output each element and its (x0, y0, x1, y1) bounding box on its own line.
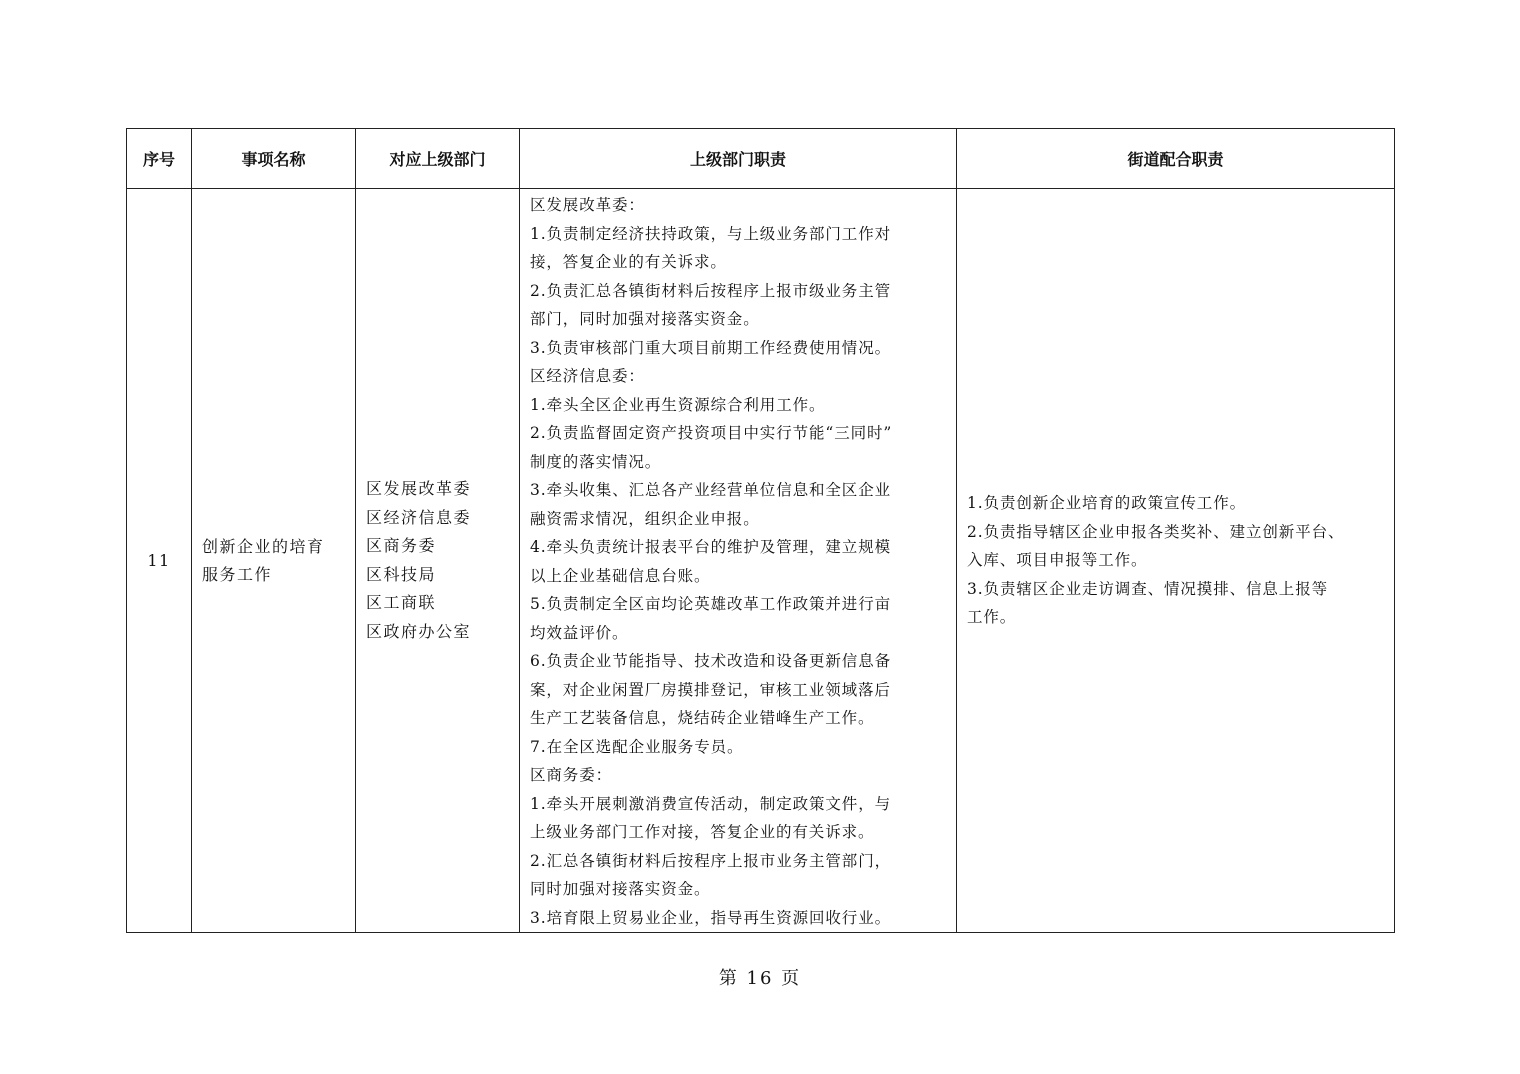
responsibility-line: 3.牵头收集、汇总各产业经营单位信息和全区企业 (530, 481, 891, 499)
responsibility-line: 3.负责审核部门重大项目前期工作经费使用情况。 (530, 338, 891, 357)
street-line: 2.负责指导辖区企业申报各类奖补、建立创新平台、 (967, 522, 1345, 541)
responsibility-line: 案，对企业闲置厂房摸排登记，审核工业领域落后 (530, 680, 891, 699)
responsibility-line: 以上企业基础信息台账。 (530, 566, 711, 585)
responsibility-line: 上级业务部门工作对接，答复企业的有关诉求。 (530, 823, 875, 841)
header-department: 对应上级部门 (356, 129, 520, 189)
responsibility-line: 6.负责企业节能指导、技术改造和设备更新信息备 (530, 652, 891, 670)
street-responsibility-cell (957, 189, 1395, 933)
header-item-name: 事项名称 (192, 129, 356, 189)
responsibility-line: 融资需求情况，组织企业申报。 (530, 509, 760, 528)
street-line: 工作。 (967, 608, 1017, 627)
department-line: 区政府办公室 (366, 621, 472, 641)
responsibility-line: 接，答复企业的有关诉求。 (530, 253, 727, 271)
responsibility-line: 1.牵头全区企业再生资源综合利用工作。 (530, 395, 826, 414)
responsibility-line: 2.负责监督固定资产投资项目中实行节能“三同时” (530, 424, 893, 442)
responsibility-line: 区商务委： (530, 766, 613, 784)
responsibility-line: 同时加强对接落实资金。 (530, 880, 711, 898)
responsibility-line: 2.负责汇总各镇街材料后按程序上报市级业务主管 (530, 281, 891, 300)
superior-responsibility-cell (520, 189, 957, 933)
header-number: 序号 (127, 129, 192, 189)
responsibility-line: 区发展改革委： (530, 196, 645, 214)
responsibility-line: 部门，同时加强对接落实资金。 (530, 310, 760, 328)
department-line: 区经济信息委 (366, 507, 472, 527)
responsibility-line: 制度的落实情况。 (530, 452, 662, 471)
table-row (127, 189, 1395, 933)
responsibility-line: 生产工艺装备信息，烧结砖企业错峰生产工作。 (530, 709, 875, 727)
responsibility-table (126, 128, 1395, 933)
responsibility-line: 5.负责制定全区亩均论英雄改革工作政策并进行亩 (530, 595, 891, 613)
header-superior-responsibility: 上级部门职责 (520, 129, 957, 189)
row-number: 11 (127, 189, 192, 933)
department-line: 区发展改革委 (366, 479, 472, 498)
street-line: 3.负责辖区企业走访调查、情况摸排、信息上报等 (967, 579, 1328, 598)
page-number: 第 16 页 (718, 968, 802, 989)
department-line: 区科技局 (366, 564, 437, 584)
street-line: 入库、项目申报等工作。 (967, 551, 1148, 570)
responsibility-line: 1.负责制定经济扶持政策，与上级业务部门工作对 (530, 224, 891, 243)
department-line: 区工商联 (366, 593, 437, 612)
item-name-cell (192, 189, 356, 933)
responsibility-line: 4.牵头负责统计报表平台的维护及管理，建立规模 (530, 538, 891, 556)
responsibility-line: 3.培育限上贸易业企业，指导再生资源回收行业。 (530, 908, 891, 927)
responsibility-line: 区经济信息委： (530, 367, 645, 385)
item-name-line: 创新企业的培育 (202, 536, 325, 556)
table-header-row (127, 129, 1395, 189)
street-line: 1.负责创新企业培育的政策宣传工作。 (967, 494, 1246, 513)
responsibility-line: 均效益评价。 (530, 623, 629, 642)
header-street-responsibility: 街道配合职责 (957, 129, 1395, 189)
responsibility-line: 2.汇总各镇街材料后按程序上报市业务主管部门， (530, 851, 891, 870)
responsibility-line: 1.牵头开展刺激消费宣传活动，制定政策文件，与 (530, 794, 891, 813)
responsibility-line: 7.在全区选配企业服务专员。 (530, 737, 744, 756)
department-cell (356, 189, 520, 933)
department-line: 区商务委 (366, 536, 437, 555)
item-name-line: 服务工作 (202, 564, 273, 584)
